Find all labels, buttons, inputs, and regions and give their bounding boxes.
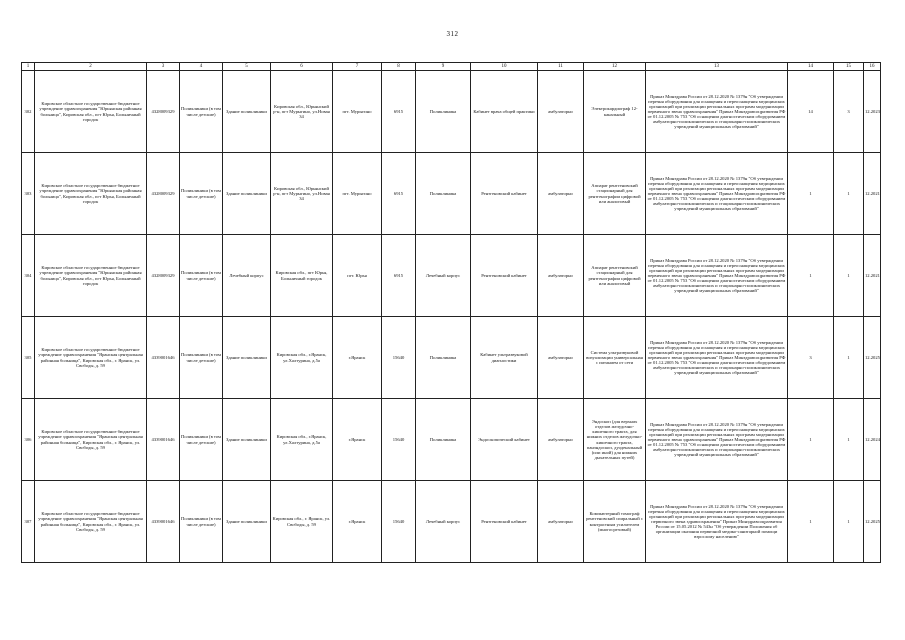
subdivision-cell: Поликлиника — [416, 71, 471, 153]
inn-cell: 4339001646 — [147, 317, 180, 399]
column-number: 10 — [471, 63, 538, 71]
column-number: 15 — [834, 63, 864, 71]
population-cell: 15640 — [382, 399, 416, 481]
organization-cell: Кировское областное государственное бюджетное учреждение здравоохранения "Яранская центральная районная больница", Кировская обл., г. Яранск, ул. Свободы, д. 59 — [35, 317, 147, 399]
locality-cell: г.Яранск — [333, 481, 382, 563]
table-row — [22, 153, 881, 235]
column-number: 5 — [223, 63, 271, 71]
column-number: 12 — [584, 63, 646, 71]
quantity-cell: 1 — [788, 153, 834, 235]
page-number: 312 — [446, 30, 459, 38]
facility-category-cell: Поликлиники (в том числе детские) — [180, 399, 223, 481]
quantity-planned-cell: 1 — [834, 399, 864, 481]
address-cell: Кировская обл., Юрьянский р-н, пгт Мурыгино, ул.Новая 34 — [271, 71, 333, 153]
inn-cell: 4339001646 — [147, 399, 180, 481]
quantity-cell: 3 — [788, 317, 834, 399]
equipment-cell: Аппарат рентгеновский стационарный для рентгенографии цифровой или аналоговый — [584, 235, 646, 317]
delivery-date-cell: 12.2023 — [864, 71, 881, 153]
address-cell: Кировская обл., г.Яранск, ул.Халтурина, д.5а — [271, 399, 333, 481]
cabinet-cell: Эндоскопический кабинет — [471, 399, 538, 481]
column-number: 8 — [382, 63, 416, 71]
delivery-date-cell: 12.2024 — [864, 399, 881, 481]
building-cell: Здание поликлиники — [223, 71, 271, 153]
building-cell: Здание поликлиники — [223, 153, 271, 235]
equipment-cell: Аппарат рентгеновский стационарный для рентгенографии цифровой или аналоговый — [584, 153, 646, 235]
equipment-cell: Система ультразвуковой визуализации универсальная с питанием от сети — [584, 317, 646, 399]
building-cell: Здание поликлиники — [223, 481, 271, 563]
legal-basis-cell: Приказ Минздрава России от 28.12.2020 № 1379н "Об утверждении перечня оборудования для оснащения и переоснащения медицинских организаций при реализации региональных программ модернизации первичного звена здравоохранения" Приказ Минздравсоцразвития РФ от 01.12.2005 № 753 "Об оснащении диагностическим оборудованием амбулаторно-поликлинических и стационарно-поликлинических учреждений муниципальных образований" — [646, 235, 788, 317]
row-number-cell: 302 — [22, 71, 35, 153]
table-row — [22, 481, 881, 563]
population-cell: 6915 — [382, 235, 416, 317]
quantity-planned-cell: 1 — [834, 235, 864, 317]
address-cell: Кировская обл., Юрьянский р-н, пгт Мурыгино, ул.Новая 34 — [271, 153, 333, 235]
legal-basis-cell: Приказ Минздрава России от 28.12.2020 № 1379н "Об утверждении перечня оборудования для оснащения и переоснащения медицинских организаций при реализации региональных программ модернизации первичного звена здравоохранения" Приказ Минздравсоцразвития РФ от 01.12.2005 № 753 "Об оснащении диагностическим оборудованием амбулаторно-поликлинических и стационарно-поликлинических учреждений муниципальных образований" — [646, 71, 788, 153]
column-number: 4 — [180, 63, 223, 71]
organization-cell: Кировское областное государственное бюджетное учреждение здравоохранения "Юрьянская районная больница", Кировская обл., пгт Юрья, Больничный городок — [35, 71, 147, 153]
quantity-planned-cell: 1 — [834, 481, 864, 563]
population-cell: 15640 — [382, 481, 416, 563]
building-cell: Лечебный корпус — [223, 235, 271, 317]
inn-cell: 4328009329 — [147, 153, 180, 235]
population-cell: 6915 — [382, 71, 416, 153]
organization-cell: Кировское областное государственное бюджетное учреждение здравоохранения "Юрьянская районная больница", Кировская обл., пгт Юрья, Больничный городок — [35, 153, 147, 235]
cabinet-cell: Рентгеновский кабинет — [471, 481, 538, 563]
subdivision-cell: Лечебный корпус — [416, 481, 471, 563]
quantity-cell: 1 — [788, 235, 834, 317]
facility-category-cell: Поликлиники (в том числе детские) — [180, 317, 223, 399]
column-number: 2 — [35, 63, 147, 71]
subdivision-cell: Поликлиника — [416, 399, 471, 481]
population-cell: 15640 — [382, 317, 416, 399]
care-type-cell: амбулаторно — [538, 71, 584, 153]
locality-cell: пгт. Мурыгино — [333, 71, 382, 153]
delivery-date-cell: 12.2021 — [864, 235, 881, 317]
building-cell: Здание поликлиники — [223, 317, 271, 399]
row-number-cell: 305 — [22, 317, 35, 399]
care-type-cell: амбулаторно — [538, 481, 584, 563]
facility-category-cell: Поликлиники (в том числе детские) — [180, 481, 223, 563]
delivery-date-cell: 12.2021 — [864, 153, 881, 235]
table-row — [22, 71, 881, 153]
legal-basis-cell: Приказ Минздрава России от 28.12.2020 № 1379н "Об утверждении перечня оборудования для оснащения и переоснащения медицинских организаций при реализации региональных программ модернизации первичного звена здравоохранения" Приказ Минздравсоцразвития РФ от 01.12.2005 № 753 "Об оснащении диагностическим оборудованием амбулаторно-поликлинических и стационарно-поликлинических учреждений муниципальных образований" — [646, 317, 788, 399]
table-row — [22, 317, 881, 399]
row-number-cell: 303 — [22, 153, 35, 235]
column-number: 6 — [271, 63, 333, 71]
equipment-registry-table — [21, 62, 881, 563]
facility-category-cell: Поликлиники (в том числе детские) — [180, 235, 223, 317]
legal-basis-cell: Приказ Минздрава России от 28.12.2020 № 1379н "Об утверждении перечня оборудования для оснащения и переоснащения медицинских организаций при реализации региональных программ модернизации первичного звена здравоохранения" Приказ Минздравсоцразвития РФ от 01.12.2005 № 753 "Об оснащении диагностическим оборудованием амбулаторно-поликлинических и стационарно-поликлинических учреждений муниципальных образований" — [646, 399, 788, 481]
quantity-cell: 1 — [788, 399, 834, 481]
table-row — [22, 399, 881, 481]
delivery-date-cell: 12.2025 — [864, 481, 881, 563]
table-row — [22, 235, 881, 317]
care-type-cell: амбулаторно — [538, 235, 584, 317]
cabinet-cell: Кабинет ультразвуковой диагностики — [471, 317, 538, 399]
row-number-cell: 307 — [22, 481, 35, 563]
population-cell: 6915 — [382, 153, 416, 235]
quantity-planned-cell: 1 — [834, 317, 864, 399]
column-number: 7 — [333, 63, 382, 71]
inn-cell: 4328009329 — [147, 71, 180, 153]
subdivision-cell: Поликлиника — [416, 317, 471, 399]
column-number: 11 — [538, 63, 584, 71]
equipment-cell: Эндоскоп (для верхних отделов желудочно-кишечного тракта, для нижних отделов желудочно-кишечного тракта, панэндоскоп, дуоденальный (или иной) для нижних дыхательных путей) — [584, 399, 646, 481]
legal-basis-cell: Приказ Минздрава России от 28.12.2020 № 1379н "Об утверждении перечня оборудования для оснащения и переоснащения медицинских организаций при реализации региональных программ модернизации первичного звена здравоохранения" Приказ Минздравсоцразвития РФ от 01.12.2005 № 753 "Об оснащении диагностическим оборудованием амбулаторно-поликлинических и стационарно-поликлинических учреждений муниципальных образований" — [646, 153, 788, 235]
cabinet-cell: Рентгеновский кабинет — [471, 153, 538, 235]
inn-cell: 4339001646 — [147, 481, 180, 563]
legal-basis-cell: Приказ Минздрава России от 28.12.2020 № 1379н "Об утверждении перечня оборудования для оснащения и переоснащения медицинских организаций при реализации региональных программ модернизации первичного звена здравоохранения" Приказ Минздравсоцразвития России от 15.05.2012 № 543н "Об утверждении Положения об организации оказания первичной медико-санитарной помощи взрослому населению" — [646, 481, 788, 563]
row-number-cell: 306 — [22, 399, 35, 481]
address-cell: Кировская обл., г. Яранск, ул. Свободы, д. 59 — [271, 481, 333, 563]
subdivision-cell: Поликлиника — [416, 153, 471, 235]
column-number: 14 — [788, 63, 834, 71]
facility-category-cell: Поликлиники (в том числе детские) — [180, 71, 223, 153]
care-type-cell: амбулаторно — [538, 153, 584, 235]
care-type-cell: амбулаторно — [538, 317, 584, 399]
locality-cell: пгт. Мурыгино — [333, 153, 382, 235]
organization-cell: Кировское областное государственное бюджетное учреждение здравоохранения "Яранская центральная районная больница", Кировская обл., г. Яранск, ул. Свободы, д. 59 — [35, 481, 147, 563]
address-cell: Кировская обл., пгт Юрья, Больничный городок — [271, 235, 333, 317]
locality-cell: г.Яранск — [333, 317, 382, 399]
column-number: 13 — [646, 63, 788, 71]
care-type-cell: амбулаторно — [538, 399, 584, 481]
column-number: 9 — [416, 63, 471, 71]
address-cell: Кировская обл., г.Яранск, ул.Халтурина, д.5а — [271, 317, 333, 399]
locality-cell: г.Яранск — [333, 399, 382, 481]
equipment-cell: Компьютерный томограф рентгеновский спиральный с контрастным усилителем (многосрезовый) — [584, 481, 646, 563]
cabinet-cell: Кабинет врача общей практики — [471, 71, 538, 153]
quantity-planned-cell: 3 — [834, 71, 864, 153]
column-number: 16 — [864, 63, 881, 71]
subdivision-cell: Лечебный корпус — [416, 235, 471, 317]
inn-cell: 4328009329 — [147, 235, 180, 317]
row-number-cell: 304 — [22, 235, 35, 317]
quantity-planned-cell: 1 — [834, 153, 864, 235]
column-number-row — [22, 63, 881, 71]
column-number: 1 — [22, 63, 35, 71]
locality-cell: пгт. Юрья — [333, 235, 382, 317]
organization-cell: Кировское областное государственное бюджетное учреждение здравоохранения "Юрьянская районная больница", Кировская обл., пгт Юрья, Больничный городок — [35, 235, 147, 317]
delivery-date-cell: 12.2025 — [864, 317, 881, 399]
equipment-cell: Электрокардиограф 12-канальный — [584, 71, 646, 153]
quantity-cell: 14 — [788, 71, 834, 153]
quantity-cell: 1 — [788, 481, 834, 563]
facility-category-cell: Поликлиники (в том числе детские) — [180, 153, 223, 235]
building-cell: Здание поликлиники — [223, 399, 271, 481]
cabinet-cell: Рентгеновский кабинет — [471, 235, 538, 317]
column-number: 3 — [147, 63, 180, 71]
organization-cell: Кировское областное государственное бюджетное учреждение здравоохранения "Яранская центральная районная больница", Кировская обл., г. Яранск, ул. Свободы, д. 59 — [35, 399, 147, 481]
